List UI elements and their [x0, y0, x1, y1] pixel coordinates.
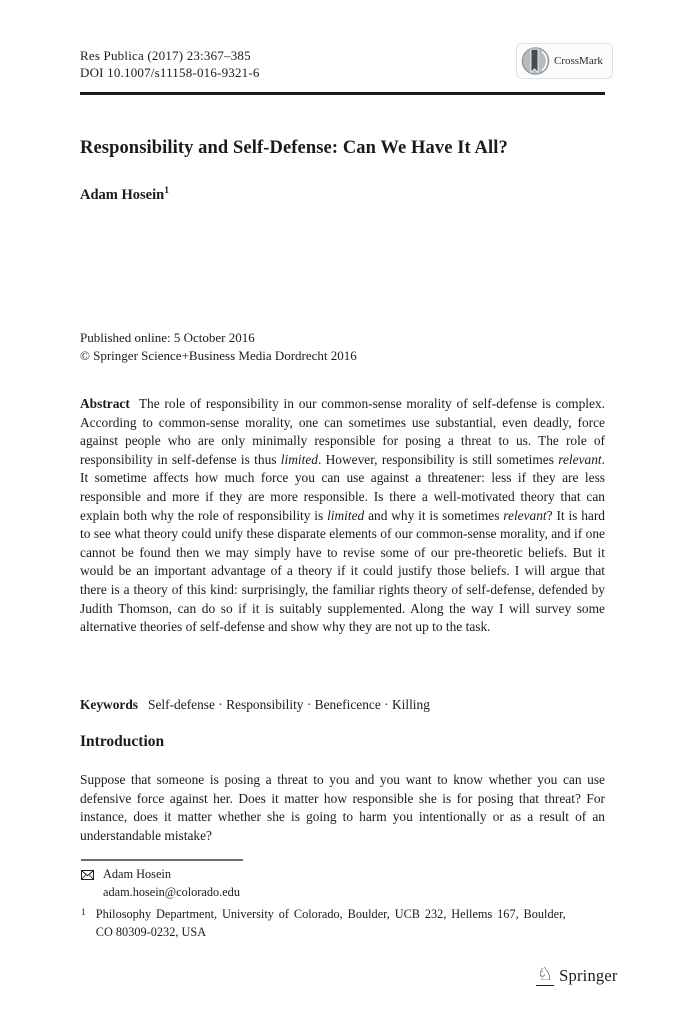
footnote-divider — [81, 859, 243, 861]
correspondence-name: Adam Hosein — [103, 867, 171, 881]
affiliation-block — [81, 906, 566, 941]
doi-line: DOI 10.1007/s11158-016-9321-6 — [80, 65, 260, 80]
copyright-line: © Springer Science+Business Media Dordrecht 2016 — [80, 348, 357, 363]
journal-header — [80, 47, 260, 81]
introduction-heading: Introduction — [80, 733, 165, 750]
author-name: Adam Hosein$^1$ — [80, 186, 169, 203]
abstract-text: The role of responsibility in our common-sense morality of self-defense is complex. According to common-sense morality, one can sometimes use substantial, even deadly, force against people who are only minimally responsible for posing a threat to us. The role of responsibility in self-defense is thus limited. However, responsibility is still sometimes relevant. It sometime affects how much force you can use against a threatener: less if they are less responsible and more if they are more responsible. Is there a well-motivated theory that can explain both why the role of responsibility is limited and why it is sometimes relevant? It is hard to see what theory could unify these disparate elements of our common-sense morality, and if one cannot be found then we may simply have to revise some of our pre-theoretic beliefs. But it would be an important advantage of a theory if it could justify those beliefs. I will argue that there is a theory of this kind: surprisingly, the familiar rights theory of self-defense, defended by Judith Thomson, can do so if it is suitably supplemented. Along the way I will survey some alternative theories of self-defense and show why they are not up to the task. — [80, 396, 605, 635]
publication-info — [80, 329, 357, 365]
abstract-label: Abstract — [80, 396, 130, 411]
introduction-paragraph: Suppose that someone is posing a threat to you and you want to know whether you can use defensive force against her. Does it matter how responsible she is for posing that threat? For instance, does it matter whether she is going to harm you intentionally or as a result of an understandable mistake? — [80, 772, 605, 843]
keywords-list: Self-defense · Responsibility · Beneficence · Killing — [148, 697, 430, 712]
author-footnote-marker: 1 — [164, 186, 169, 196]
article-title: Responsibility and Self-Defense: Can We Have It All? — [80, 138, 508, 158]
springer-knight-icon: ♘ — [537, 964, 554, 985]
correspondence-block — [81, 866, 240, 901]
crossmark-icon — [520, 46, 551, 77]
abstract-paragraph — [80, 395, 605, 637]
correspondence-email: adam.hosein@colorado.edu — [103, 884, 240, 899]
crossmark-badge[interactable] — [516, 43, 613, 79]
journal-ref-line: Res Publica (2017) 23:367–385 — [80, 48, 251, 63]
keywords-label: Keywords — [80, 697, 139, 712]
affiliation-marker: 1 — [81, 908, 86, 918]
springer-logo — [536, 966, 618, 986]
header-divider — [80, 92, 605, 95]
envelope-icon — [81, 870, 94, 880]
affiliation-text: Philosophy Department, University of Colorado, Boulder, UCB 232, Hellems 167, Boulder, CO 80309-0232, USA — [95, 907, 566, 939]
crossmark-label: CrossMark — [554, 55, 603, 67]
publisher-name: Springer — [559, 966, 618, 985]
correspondence-text — [103, 866, 240, 901]
keywords-line — [80, 697, 605, 713]
published-online-line: Published online: 5 October 2016 — [80, 330, 255, 345]
